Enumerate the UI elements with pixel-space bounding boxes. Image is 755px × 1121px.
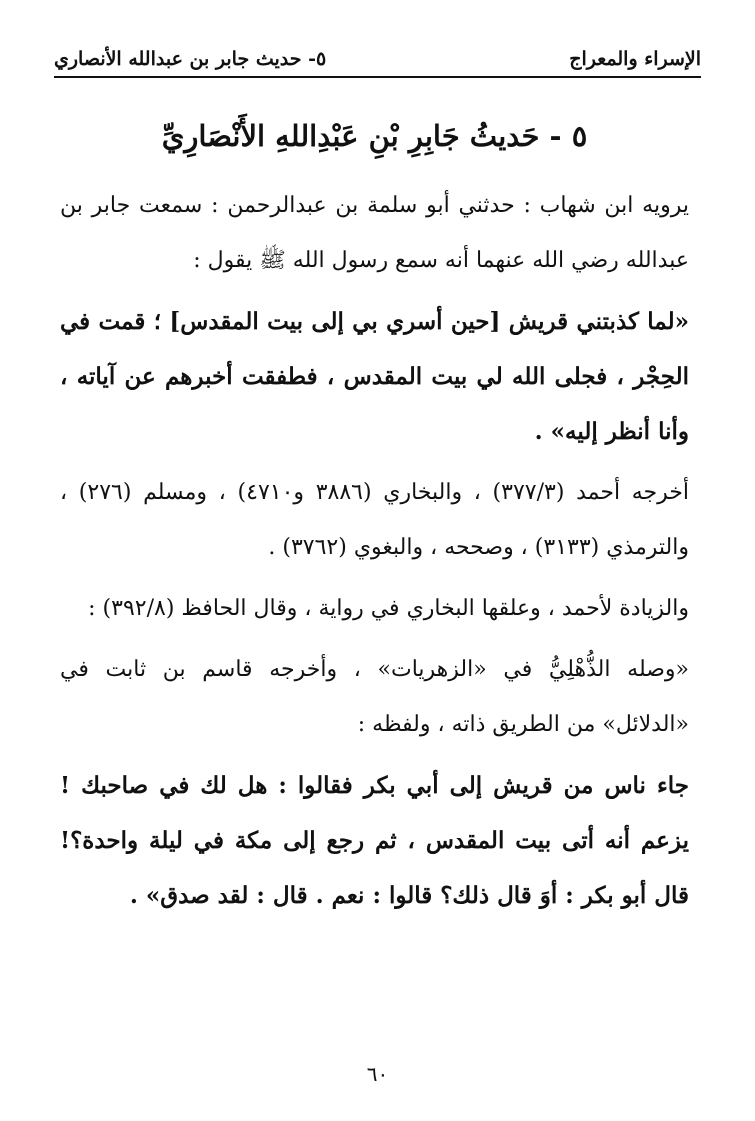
page-number: ٦٠ <box>366 1062 389 1086</box>
page-body <box>60 108 689 923</box>
paragraph-quote-intro: «وصله الذُّهْلِيُّ في «الزهريات» ، وأخرجه قاسم بن ثابت في «الدلائل» من الطريق ذاته ، ولفظه : <box>60 657 689 737</box>
paragraph-hadith-text: «لما كذبتني قريش [حين أسري بي إلى بيت المقدس] ؛ قمت في الحِجْر ، فجلى الله لي بيت المقدس ، فطفقت أخبرهم عن آياته ، وأنا أنظر إليه» . <box>60 308 689 445</box>
paragraph-narration: يرويه ابن شهاب : حدثني أبو سلمة بن عبدالرحمن : سمعت جابر بن عبدالله رضي الله عنهما أنه سمع رسول الله ﷺ يقول : <box>60 193 689 273</box>
header-book-title: الإسراء والمعراج <box>569 48 701 70</box>
paragraph-quote-text: جاء ناس من قريش إلى أبي بكر فقالوا : هل لك في صاحبك ! يزعم أنه أتى بيت المقدس ، ثم رجع إلى مكة في ليلة واحدة؟! قال أبو بكر : أوَ قال ذلك؟ قالوا : نعم . قال : لقد صدق» . <box>60 772 689 909</box>
paragraph-addition-note: والزيادة لأحمد ، وعلقها البخاري في رواية ، وقال الحافظ (٣٩٢/٨) : <box>88 596 689 621</box>
section-title: ٥ - حَديثُ جَابِرِ بْنِ عَبْدِاللهِ الأَنْصَارِيِّ <box>161 119 588 153</box>
header-chapter-title: ٥- حديث جابر بن عبدالله الأنصاري <box>54 48 327 70</box>
paragraph-takhrij: أخرجه أحمد (٣٧٧/٣) ، والبخاري (٣٨٨٦ و٤٧١٠) ، ومسلم (٢٧٦) ، والترمذي (٣١٣٣) ، وصححه ، والبغوي (٣٧٦٢) . <box>60 480 689 560</box>
running-header <box>54 34 701 70</box>
header-divider <box>54 76 701 78</box>
